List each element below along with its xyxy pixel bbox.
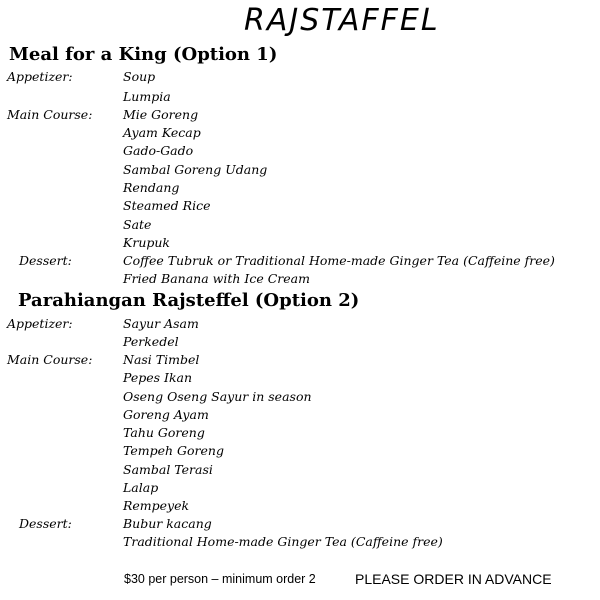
option2-appetizer-item: Perkedel — [123, 334, 179, 349]
option2-dessert-item: Traditional Home-made Ginger Tea (Caffeine free) — [123, 534, 443, 549]
option1-main-item: Sambal Goreng Udang — [123, 162, 268, 177]
option1-dessert-item: Fried Banana with Ice Cream — [123, 271, 310, 286]
option2-dessert-label: Dessert: — [19, 516, 72, 531]
option2-main-item: Tahu Goreng — [123, 425, 205, 440]
option1-main-item: Sate — [123, 217, 152, 232]
option2-main-item: Goreng Ayam — [123, 407, 209, 422]
option1-appetizer-item: Soup — [123, 69, 156, 84]
option1-appetizer-item: Lumpia — [123, 89, 171, 104]
option2-heading: Parahiangan Rajsteffel (Option 2) — [18, 290, 360, 311]
menu-title: RAJSTAFFEL — [244, 3, 440, 38]
order-advance-note: PLEASE ORDER IN ADVANCE — [355, 571, 552, 587]
option2-dessert-item: Bubur kacang — [123, 516, 212, 531]
option1-dessert-item: Coffee Tubruk or Traditional Home-made Ginger Tea (Caffeine free) — [123, 253, 555, 268]
option2-main-item: Lalap — [123, 480, 159, 495]
option2-main-item: Pepes Ikan — [123, 370, 193, 385]
option2-main-label: Main Course: — [7, 352, 93, 367]
option2-main-item: Tempeh Goreng — [123, 443, 224, 458]
option1-main-item: Krupuk — [123, 235, 170, 250]
option1-main-item: Mie Goreng — [123, 107, 199, 122]
option1-heading: Meal for a King (Option 1) — [9, 44, 278, 65]
option2-appetizer-item: Sayur Asam — [123, 316, 199, 331]
option2-main-item: Sambal Terasi — [123, 462, 213, 477]
option2-main-item: Rempeyek — [123, 498, 190, 513]
option1-main-item: Steamed Rice — [123, 198, 211, 213]
option1-dessert-label: Dessert: — [19, 253, 72, 268]
option1-main-item: Rendang — [123, 180, 180, 195]
price-note: $30 per person – minimum order 2 — [124, 572, 316, 586]
option1-main-label: Main Course: — [7, 107, 93, 122]
option1-appetizer-label: Appetizer: — [7, 69, 73, 84]
option2-appetizer-label: Appetizer: — [7, 316, 73, 331]
option1-main-item: Ayam Kecap — [123, 125, 201, 140]
option2-main-item: Nasi Timbel — [123, 352, 200, 367]
option1-main-item: Gado-Gado — [123, 143, 194, 158]
option2-main-item: Oseng Oseng Sayur in season — [123, 389, 312, 404]
